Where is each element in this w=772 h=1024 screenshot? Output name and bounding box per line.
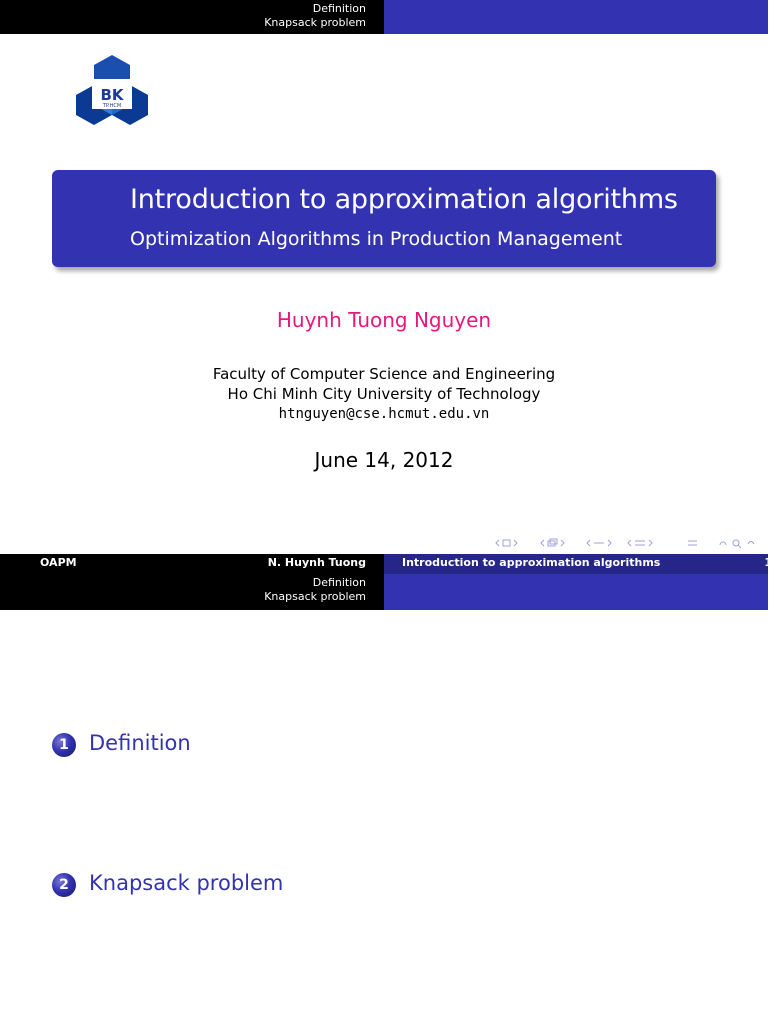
logo-text-main: BK bbox=[100, 86, 124, 104]
institution-faculty: Faculty of Computer Science and Engineering bbox=[212, 365, 556, 383]
nav-section-icon[interactable] bbox=[628, 540, 652, 546]
header-title: Introduction to approximation algorithms bbox=[402, 556, 661, 569]
header-right bbox=[384, 0, 768, 34]
toc-number-ball: 1 bbox=[52, 733, 76, 757]
header-left bbox=[0, 554, 384, 610]
short-title: OAPM bbox=[40, 556, 77, 569]
navigation-symbols bbox=[492, 536, 768, 550]
presentation-title: Introduction to approximation algorithms bbox=[130, 184, 678, 215]
author-email: htnguyen@cse.hcmut.edu.vn bbox=[278, 406, 490, 422]
header-title-band bbox=[384, 554, 772, 574]
header-author: N. Huynh Tuong bbox=[267, 556, 366, 569]
author-name: Huynh Tuong Nguyen bbox=[276, 308, 492, 332]
page-number: 1 bbox=[764, 556, 772, 569]
header-right bbox=[384, 554, 772, 610]
header-section-definition[interactable]: Definition bbox=[312, 2, 366, 15]
header-section-knapsack[interactable]: Knapsack problem bbox=[264, 590, 366, 603]
nav-align-icon[interactable] bbox=[688, 541, 697, 545]
outline-slide bbox=[0, 554, 772, 1024]
bk-logo-icon bbox=[72, 53, 152, 131]
title-box bbox=[52, 170, 716, 267]
institution-university: Ho Chi Minh City University of Technology bbox=[227, 385, 541, 403]
toc-number-ball: 2 bbox=[52, 873, 76, 897]
nav-subsection-icon[interactable] bbox=[587, 540, 611, 546]
header-section-definition[interactable]: Definition bbox=[312, 576, 366, 589]
toc-label[interactable]: Definition bbox=[89, 731, 191, 755]
slide-header-bar bbox=[0, 554, 772, 610]
presentation-date: June 14, 2012 bbox=[314, 448, 454, 472]
nav-search-icon[interactable] bbox=[720, 540, 754, 548]
logo-text-sub: TP.HCM bbox=[102, 103, 122, 109]
nav-frame-left-icon[interactable] bbox=[496, 540, 517, 546]
header-section-knapsack[interactable]: Knapsack problem bbox=[264, 16, 366, 29]
header-bar bbox=[0, 0, 768, 34]
nav-frame-right-icon[interactable] bbox=[541, 539, 564, 546]
header-left bbox=[0, 0, 384, 34]
presentation-subtitle: Optimization Algorithms in Production Management bbox=[130, 228, 623, 250]
toc-label[interactable]: Knapsack problem bbox=[89, 871, 284, 895]
